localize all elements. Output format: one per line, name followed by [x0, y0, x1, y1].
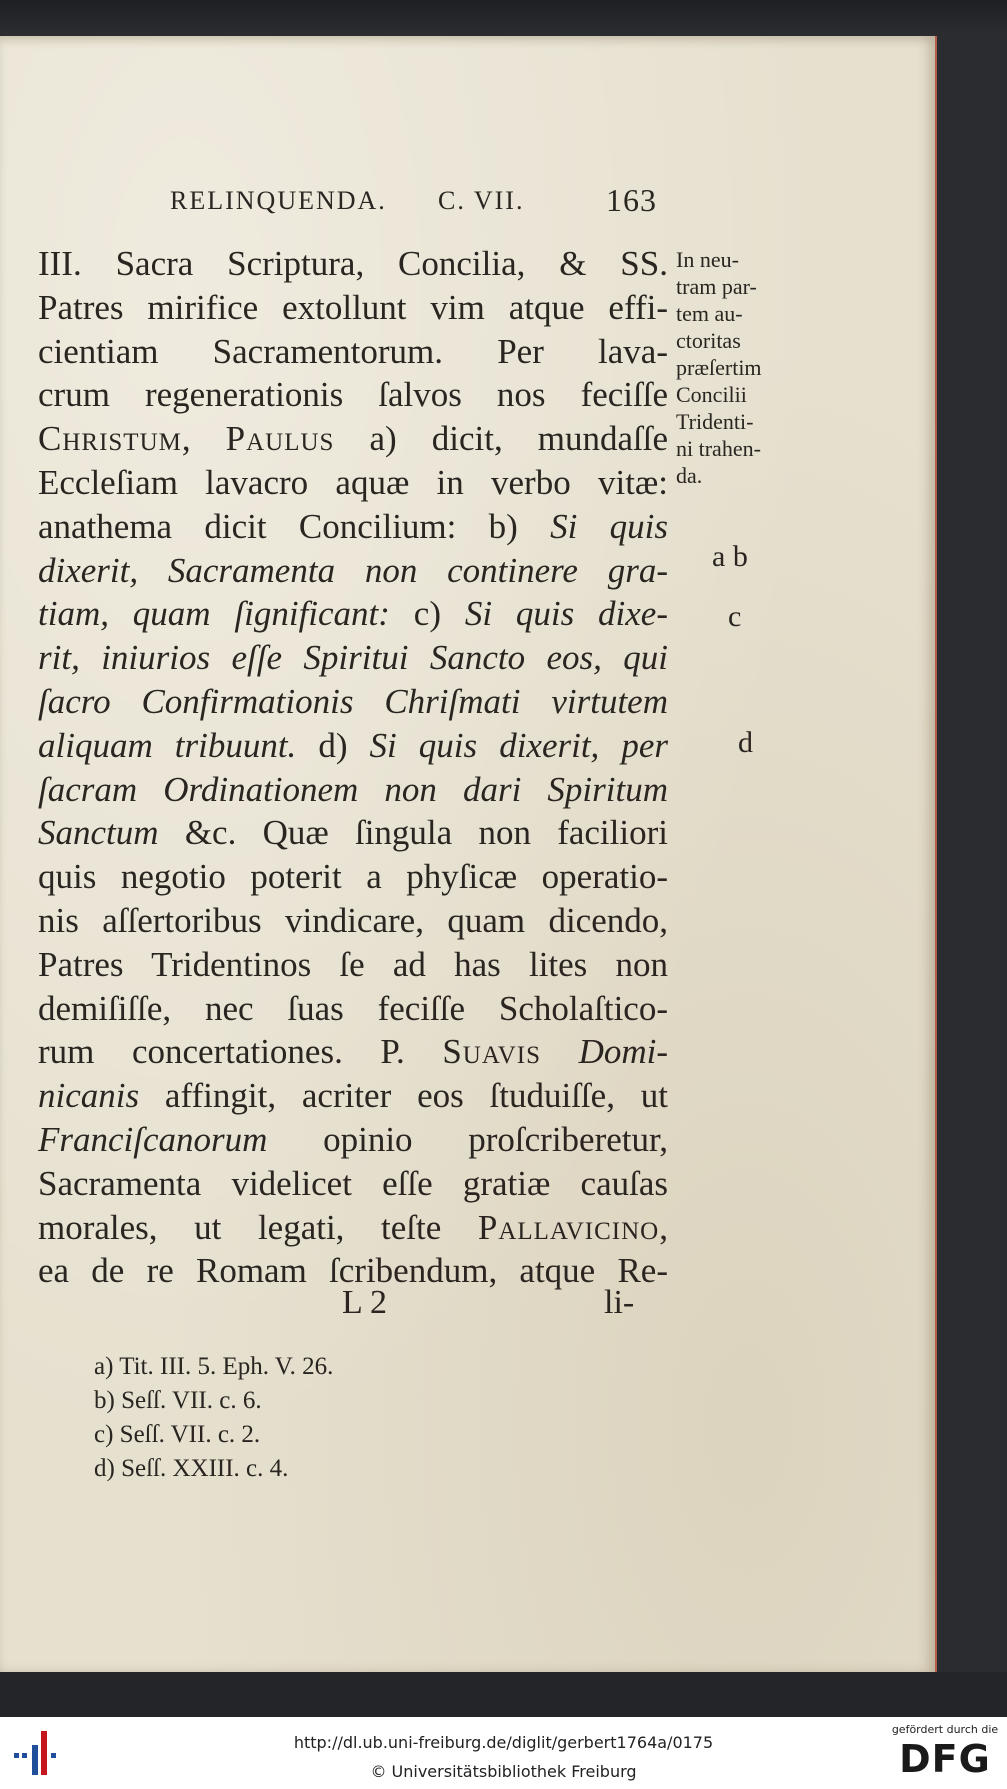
text-line — [38, 1118, 668, 1162]
chapter-number: C. VII. — [438, 186, 525, 215]
text-segment: Paulus — [225, 419, 335, 459]
text-line — [38, 1074, 668, 1118]
text-segment: c) — [389, 594, 465, 634]
text-segment: rit, iniurios eſſe Spiritui Sancto eos, qui — [38, 638, 668, 678]
text-segment — [541, 1032, 579, 1071]
footnote: a) Tit. III. 5. Eph. V. 26. — [94, 1353, 334, 1380]
text-line — [38, 505, 668, 549]
text-segment: Patres Tridentinos ſe ad has lites non — [38, 944, 668, 984]
catchword: li- — [604, 1284, 635, 1321]
text-segment: affingit, acriter eos ſtuduiſſe, ut — [139, 1076, 668, 1116]
footnote: c) Seſſ. VII. c. 2. — [94, 1421, 261, 1448]
text-segment: crum regenerationis ſalvos nos feciſſe — [38, 375, 668, 415]
text-segment: opinio proſcriberetur, — [267, 1119, 668, 1159]
text-segment: d) — [296, 725, 370, 765]
running-header — [170, 182, 670, 226]
text-segment: ſacro Confirmationis Chriſmati virtutem — [38, 681, 668, 721]
text-segment: aliquam tribuunt. — [38, 725, 297, 765]
sponsor-label: gefördert durch die — [891, 1723, 999, 1736]
main-text — [38, 242, 668, 1293]
text-line — [38, 592, 668, 636]
margin-label-c: c — [728, 600, 742, 633]
text-segment: Sanctum — [38, 813, 159, 853]
text-segment: Si quis dixerit, per — [369, 725, 668, 765]
text-line — [38, 417, 668, 461]
text-segment: anathema dicit Concilium: b) — [38, 506, 551, 546]
text-segment: , — [181, 419, 226, 459]
library-footer — [0, 1717, 1007, 1789]
text-line — [38, 768, 668, 812]
text-segment: Si quis dixe- — [464, 594, 668, 634]
text-segment: a) dicit, mundaſſe — [334, 419, 668, 459]
text-segment: Christum — [38, 419, 182, 459]
margin-note-line: ni trahen- — [676, 436, 761, 461]
margin-note-line: præſertim — [676, 355, 762, 380]
text-line — [38, 1162, 668, 1206]
text-line — [38, 636, 668, 680]
text-line — [38, 1206, 668, 1250]
scan-background-top — [0, 0, 1007, 40]
text-line — [38, 811, 668, 855]
margin-label-ab: a b — [712, 540, 748, 573]
footnote: d) Seſſ. XXIII. c. 4. — [94, 1455, 289, 1482]
text-segment: Patres mirifice extollunt vim atque effi- — [38, 287, 668, 327]
text-segment: Sacramenta videlicet eſſe gratiæ cauſas — [38, 1163, 668, 1203]
text-line — [38, 549, 668, 593]
margin-note — [676, 246, 796, 489]
text-segment: rum concertationes. P. — [38, 1032, 443, 1072]
scan-background-right — [935, 36, 1007, 1736]
margin-note-line: In neu- — [676, 247, 739, 272]
text-line — [38, 855, 668, 899]
text-segment: Pallavicino — [477, 1207, 660, 1247]
dfg-logo[interactable]: DFG — [899, 1737, 991, 1781]
text-line — [38, 1030, 668, 1074]
text-line — [38, 461, 668, 505]
text-line — [38, 330, 668, 374]
text-segment: nicanis — [38, 1076, 140, 1116]
permalink-url[interactable]: http://dl.ub.uni-freiburg.de/diglit/gerbert1764a/0175 — [293, 1733, 714, 1752]
text-segment: Franciſcanorum — [38, 1119, 268, 1159]
margin-note-line: ctoritas — [676, 328, 741, 353]
text-line — [38, 680, 668, 724]
text-segment: Eccleſiam lavacro aquæ in verbo vitæ: — [38, 462, 668, 502]
text-segment: Suavis — [442, 1032, 541, 1072]
text-line — [38, 943, 668, 987]
text-segment: dixerit, Sacramenta non continere gra- — [38, 550, 668, 590]
text-segment: ea de re Romam ſcribendum, atque Re- — [38, 1251, 668, 1291]
text-line — [38, 724, 668, 768]
margin-label-d: d — [738, 726, 753, 759]
text-line — [38, 286, 668, 330]
text-line — [38, 987, 668, 1031]
margin-note-line: tram par- — [676, 274, 757, 299]
margin-note-line: da. — [676, 463, 703, 488]
text-segment: morales, ut legati, teſte — [38, 1207, 478, 1247]
margin-note-line: tem au- — [676, 301, 743, 326]
text-segment: nis aſſertoribus vindicare, quam dicendo, — [38, 900, 668, 940]
text-line — [38, 899, 668, 943]
running-title: RELINQUENDA. — [170, 186, 387, 215]
text-segment: , — [659, 1207, 668, 1247]
page-number: 163 — [606, 182, 657, 218]
text-segment: cientiam Sacramentorum. Per lava- — [38, 331, 668, 371]
copyright-text: © Universitätsbibliothek Freiburg — [370, 1762, 637, 1781]
margin-note-line: Tridenti- — [676, 409, 754, 434]
scan-background-bottom — [0, 1672, 1007, 1717]
text-line — [38, 242, 668, 286]
text-segment: demiſiſſe, nec ſuas feciſſe Scholaſtico- — [38, 988, 668, 1028]
footnotes — [94, 1350, 594, 1486]
text-segment: tiam, quam ſignificant: — [38, 594, 390, 634]
text-line — [38, 373, 668, 417]
footnote: b) Seſſ. VII. c. 6. — [94, 1387, 262, 1414]
text-segment: Domi- — [578, 1032, 669, 1072]
text-segment: III. Sacra Scriptura, Concilia, & SS. — [38, 244, 668, 283]
signature-mark: L 2 — [342, 1284, 388, 1321]
text-segment: quis negotio poterit a phyſicæ operatio- — [38, 857, 668, 897]
margin-note-line: Concilii — [676, 382, 747, 407]
text-segment: Si quis — [550, 506, 668, 546]
text-segment: &c. Quæ ſingula non faciliori — [158, 813, 668, 853]
text-segment: ſacram Ordinationem non dari Spiritum — [38, 769, 668, 809]
